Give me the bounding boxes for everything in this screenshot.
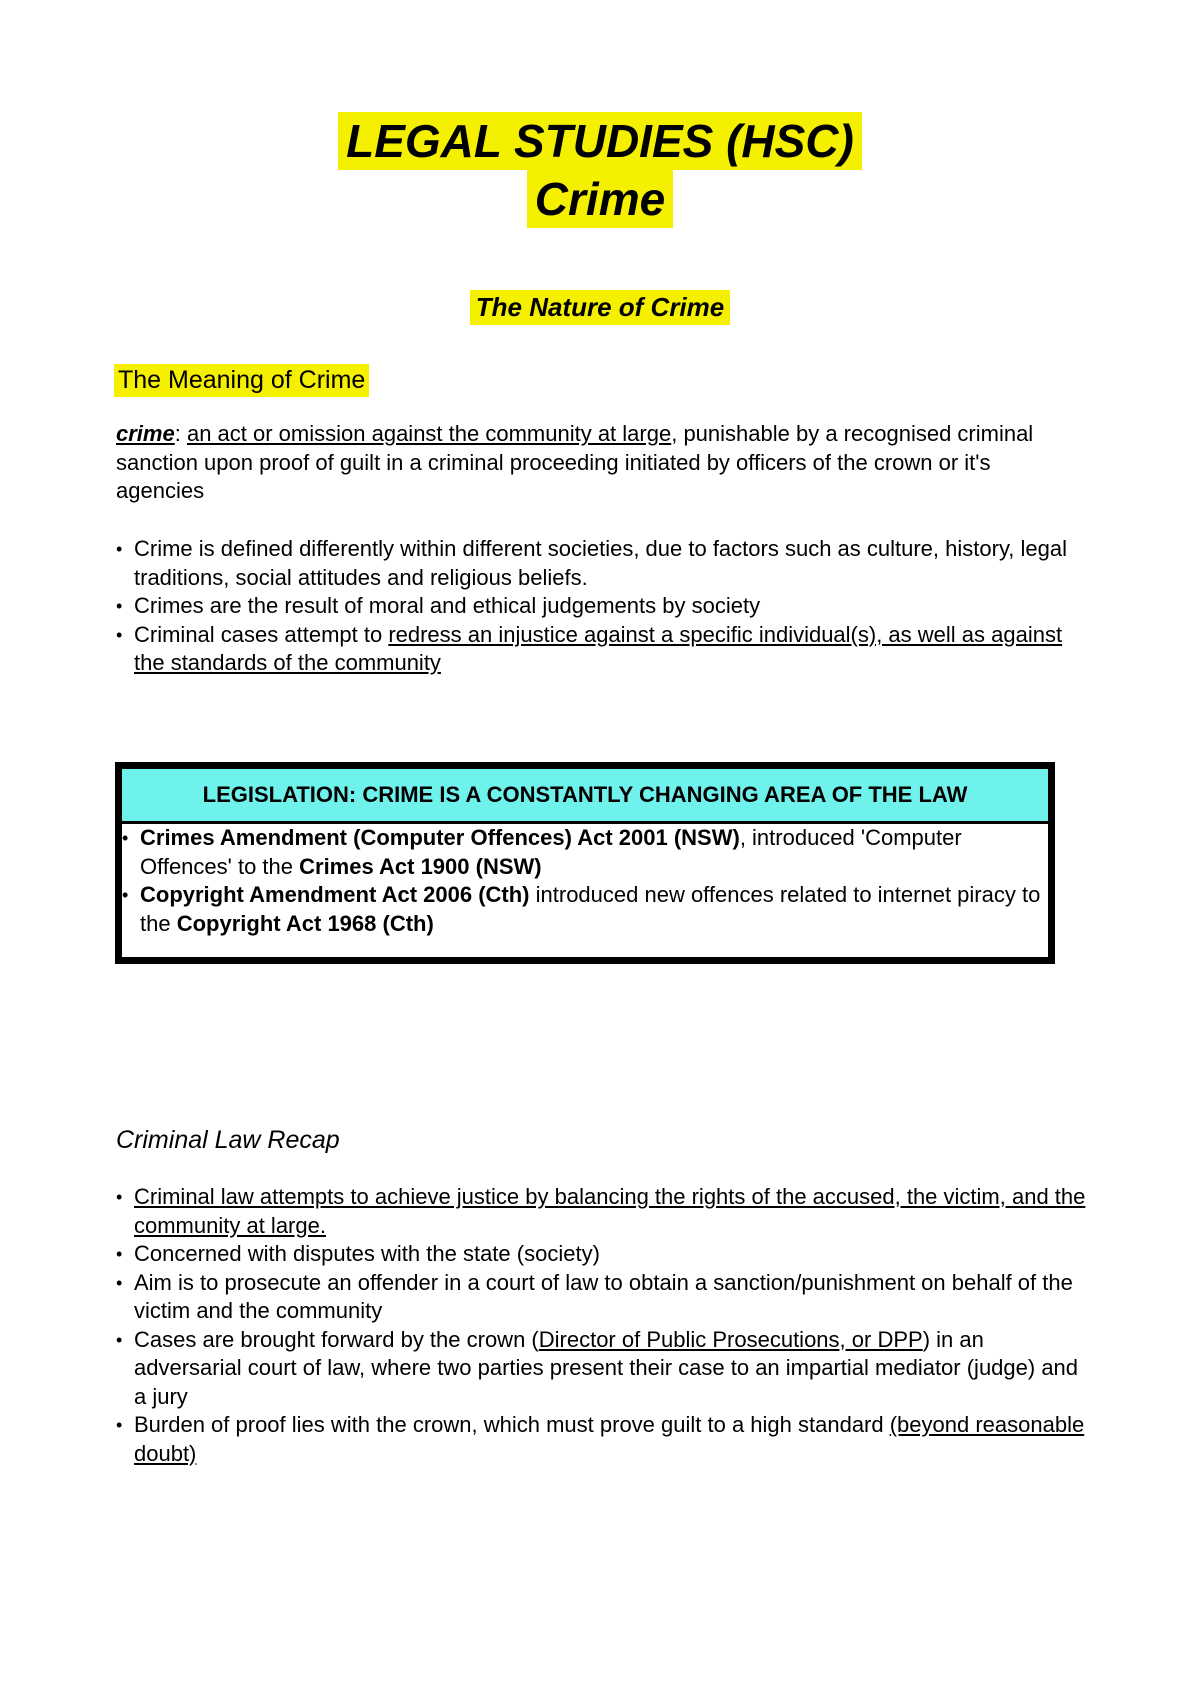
bullet-text: Crime is defined differently within different societies, due to factors such as culture, history, legal traditions, social attitudes and religious beliefs. bbox=[134, 536, 1068, 590]
legislation-box bbox=[115, 762, 1055, 964]
act-name: Copyright Amendment Act 2006 (Cth) bbox=[140, 882, 530, 907]
title-line-1: LEGAL STUDIES (HSC) bbox=[338, 112, 862, 170]
bullet-underlined: Director of Public Prosecutions, or DPP bbox=[538, 1326, 923, 1352]
bullet-text: Crimes are the result of moral and ethical judgements by society bbox=[134, 593, 761, 618]
legislation-item bbox=[122, 881, 1048, 938]
list-item bbox=[116, 592, 1086, 621]
list-item bbox=[116, 1411, 1086, 1468]
bullet-text: Burden of proof lies with the crown, which must prove guilt to a high standard bbox=[134, 1412, 890, 1437]
bullet-text: ) in an adversarial court of law, where two parties present their case to an impartial mediator (judge) and a jury bbox=[134, 1326, 1079, 1409]
section-heading-recap: Criminal Law Recap bbox=[116, 1126, 340, 1154]
legislation-box-header: LEGISLATION: CRIME IS A CONSTANTLY CHANGING AREA OF THE LAW bbox=[122, 769, 1048, 824]
definition-underlined: an act or omission against the community at large bbox=[186, 421, 672, 446]
section-heading-meaning: The Meaning of Crime bbox=[114, 364, 369, 397]
list-item bbox=[116, 621, 1086, 678]
bullet-text: Aim is to prosecute an offender in a court of law to obtain a sanction/punishment on behalf of the victim and the community bbox=[134, 1269, 1073, 1323]
title-line-2: Crime bbox=[527, 170, 673, 228]
definition-paragraph bbox=[116, 420, 1076, 506]
legislation-list bbox=[122, 824, 1048, 938]
list-item bbox=[116, 1240, 1086, 1269]
definition-rest: , punishable by a recognised criminal sanction upon proof of guilt in a criminal proceeding initiated by officers of the crown or it's agencies bbox=[116, 421, 1034, 503]
bullet-text: Concerned with disputes with the state (society) bbox=[134, 1241, 600, 1266]
list-item bbox=[116, 1326, 1086, 1412]
recap-bullet-list bbox=[116, 1183, 1086, 1468]
act-name: Crimes Amendment (Computer Offences) Act 2001 (NSW) bbox=[140, 825, 740, 850]
list-item bbox=[116, 535, 1086, 592]
bullet-underlined: (beyond reasonable doubt) bbox=[134, 1412, 1085, 1466]
document-title bbox=[0, 112, 1200, 228]
bullet-underlined: redress an injustice against a specific individual(s), as well as against the standards of the community bbox=[134, 621, 1063, 675]
bullet-text: Criminal cases attempt to bbox=[134, 621, 389, 647]
bullet-text: Cases are brought forward by the crown ( bbox=[134, 1326, 539, 1352]
list-item bbox=[116, 1269, 1086, 1326]
legislation-item bbox=[122, 824, 1048, 881]
list-item bbox=[116, 1183, 1086, 1240]
definition-colon: : bbox=[174, 421, 181, 446]
act-name: Copyright Act 1968 (Cth) bbox=[176, 910, 434, 936]
subtitle-text: The Nature of Crime bbox=[470, 290, 731, 325]
legislation-text: , introduced 'Computer Offences' to the bbox=[140, 825, 962, 879]
bullet-underlined: Criminal law attempts to achieve justice by balancing the rights of the accused, the victim, and the community at large. bbox=[134, 1184, 1086, 1238]
act-name: Crimes Act 1900 (NSW) bbox=[299, 853, 542, 879]
subtitle bbox=[0, 290, 1200, 325]
legislation-text: introduced new offences related to internet piracy to the bbox=[140, 882, 1041, 936]
definition-term: crime bbox=[116, 421, 175, 446]
meaning-bullet-list bbox=[116, 535, 1086, 678]
